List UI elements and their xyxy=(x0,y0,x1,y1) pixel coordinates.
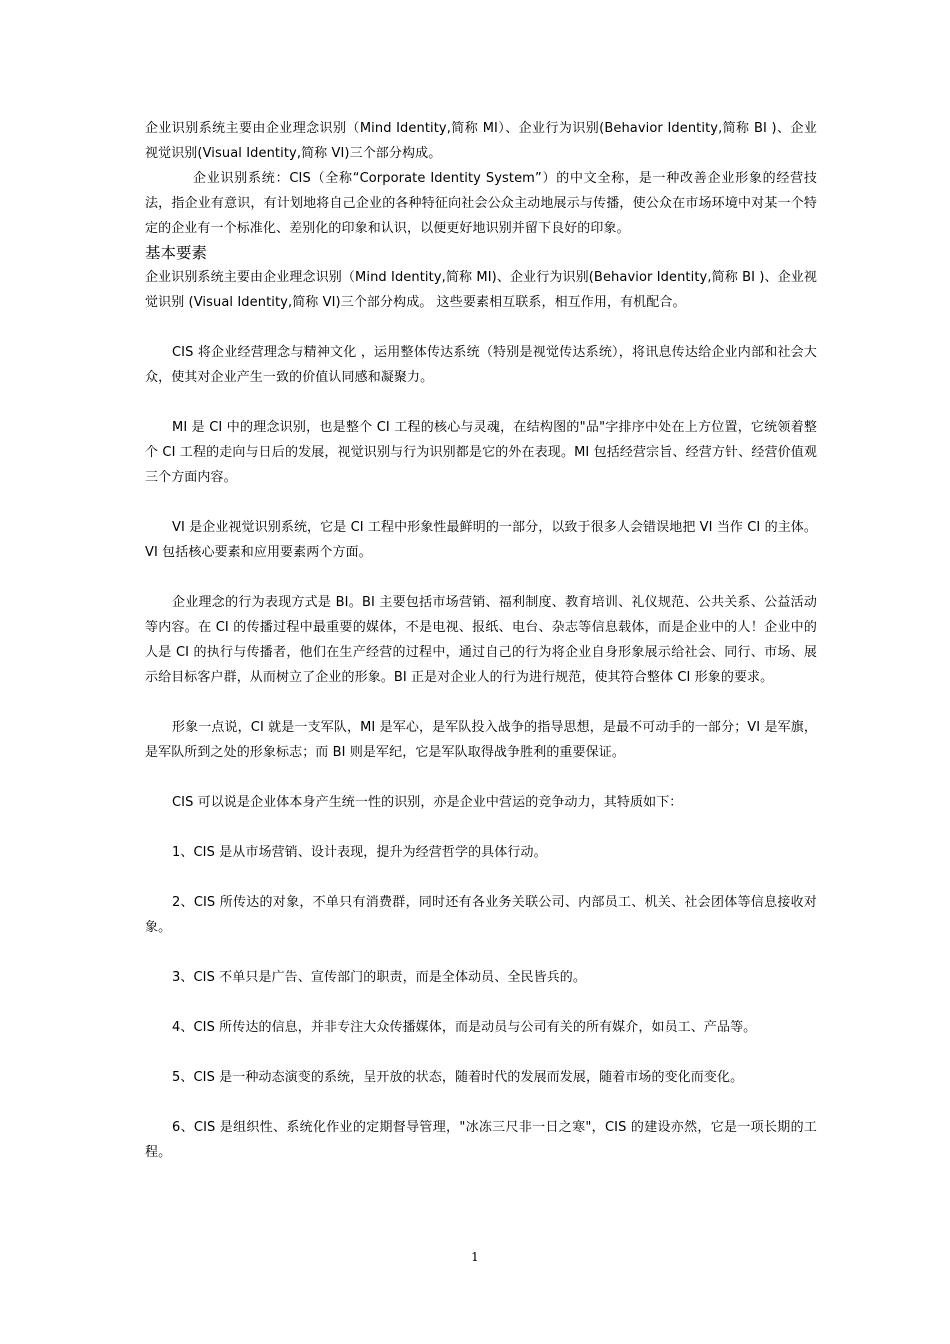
document-body xyxy=(145,116,817,1165)
paragraph-gap xyxy=(145,990,817,1015)
paragraph-gap xyxy=(145,1040,817,1065)
paragraph-gap xyxy=(145,565,817,590)
list-item: 1、CIS 是从市场营销、设计表现，提升为经营哲学的具体行动。 xyxy=(172,845,547,860)
section-heading: 基本要素 xyxy=(145,244,208,262)
list-item: 5、CIS 是一种动态演变的系统，呈开放的状态，随着时代的发展而发展，随着市场的变化而变化。 xyxy=(172,1070,744,1085)
intro-paragraph: 企业识别系统主要由企业理念识别（Mind Identity,简称 MI）、企业行为识别(Behavior Identity,简称 BI )、企业视觉识别(Visual Identity,简称 VI)三个部分构成。 xyxy=(145,121,817,161)
paragraph-gap xyxy=(145,390,817,415)
body-paragraph-traits-intro: CIS 可以说是企业体本身产生统一性的识别，亦是企业中营运的竞争动力，其特质如下： xyxy=(172,795,683,810)
list-item: 3、CIS 不单只是广告、宣传部门的职责，而是全体动员、全民皆兵的。 xyxy=(172,970,586,985)
list-item: 6、CIS 是组织性、系统化作业的定期督导管理，"冰冻三尺非一日之寒"，CIS 的建设亦然，它是一项长期的工程。 xyxy=(145,1120,817,1160)
list-item: 2、CIS 所传达的对象，不单只有消费群，同时还有各业务关联公司、内部员工、机关、社会团体等信息接收对象。 xyxy=(145,895,817,935)
definition-paragraph: 企业识别系统：CIS（全称“Corporate Identity System”）的中文全称，是一种改善企业形象的经营技法，指企业有意识，有计划地将自己企业的各种特征向社会公众主动地展示与传播，使公众在市场环境中对某一个特定的企业有一个标准化、差别化的印象和认识，以便更好地识别并留下良好的印象。 xyxy=(145,171,817,236)
paragraph-gap xyxy=(145,865,817,890)
page-number: 1 xyxy=(471,1250,479,1264)
paragraph-gap xyxy=(145,690,817,715)
body-paragraph-analogy: 形象一点说，CI 就是一支军队，MI 是军心，是军队投入战争的指导思想，是最不可动手的一部分；VI 是军旗，是军队所到之处的形象标志；而 BI 则是军纪，它是军队取得战争胜利的重要保证。 xyxy=(145,720,817,760)
paragraph-gap xyxy=(145,765,817,790)
body-paragraph-mi: MI 是 CI 中的理念识别，也是整个 CI 工程的核心与灵魂，在结构图的"品"字排序中处在上方位置，它统领着整个 CI 工程的走向与日后的发展，视觉识别与行为识别都是它的外在表现。MI 包括经营宗旨、经营方针、经营价值观三个方面内容。 xyxy=(145,420,817,485)
list-item: 4、CIS 所传达的信息，并非专注大众传播媒体，而是动员与公司有关的所有媒介，如员工、产品等。 xyxy=(172,1020,757,1035)
paragraph-gap xyxy=(145,490,817,515)
paragraph-gap xyxy=(145,1090,817,1115)
paragraph-gap xyxy=(145,940,817,965)
body-paragraph-cis: CIS 将企业经营理念与精神文化 ，运用整体传达系统（特别是视觉传达系统），将讯息传达给企业内部和社会大众，使其对企业产生一致的价值认同感和凝聚力。 xyxy=(145,345,817,385)
paragraph-gap xyxy=(145,315,817,340)
body-paragraph-vi: VI 是企业视觉识别系统，它是 CI 工程中形象性最鲜明的一部分，以致于很多人会错误地把 VI 当作 CI 的主体。VI 包括核心要素和应用要素两个方面。 xyxy=(145,520,818,560)
body-paragraph-bi: 企业理念的行为表现方式是 BI。BI 主要包括市场营销、福利制度、教育培训、礼仪规范、公共关系、公益活动等内容。在 CI 的传播过程中最重要的媒体，不是电视、报纸、电台、杂志等信息载体，而是企业中的人！企业中的人是 CI 的执行与传播者，他们在生产经营的过程中，通过自己的行为将企业自身形象展示给社会、同行、市场、展示给目标客户群，从而树立了企业的形象。BI 正是对企业人的行为进行规范，使其符合整体 CI 形象的要求。 xyxy=(145,595,817,685)
elements-intro-paragraph: 企业识别系统主要由企业理念识别（Mind Identity,简称 MI)、企业行为识别(Behavior Identity,简称 BI )、企业视觉识别 (Visual Identity,简称 VI)三个部分构成。 这些要素相互联系，相互作用，有机配合。 xyxy=(145,270,817,310)
paragraph-gap xyxy=(145,815,817,840)
